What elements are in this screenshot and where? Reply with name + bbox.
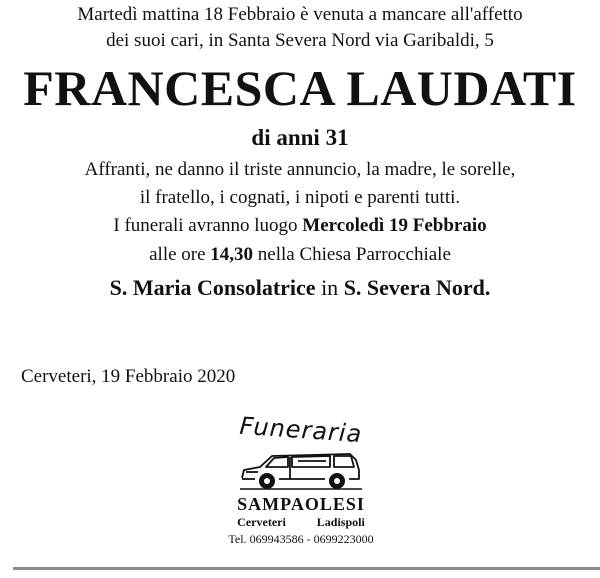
time-prefix: alle ore (149, 244, 206, 265)
church-place: S. Severa Nord. (343, 275, 491, 300)
body-line-2: il fratello, i cognati, i nipoti e parenti tutti. (139, 187, 461, 208)
hearse-car-icon (238, 446, 364, 492)
intro-line-2: dei suoi cari, in Santa Severa Nord via Garibaldi, 5 (106, 30, 494, 51)
church-name: S. Maria Consolatrice (109, 275, 316, 300)
funeral-time: 14,30 (210, 244, 254, 265)
intro-line-1: Martedì mattina 18 Febbraio è venuta a mancare all'affetto (77, 4, 523, 25)
logo-phone: Tel. 069943586 - 0699223000 (228, 532, 374, 546)
funeral-line (0, 214, 600, 238)
church-line (0, 274, 600, 302)
body-line-1: Affranti, ne danno il triste annuncio, la madre, le sorelle, (84, 159, 516, 180)
logo-company-name: SAMPAOLESI (237, 494, 365, 514)
logo-towns: Cerveteri Ladispoli (237, 515, 365, 529)
deceased-age: di anni 31 (251, 125, 349, 150)
place-date: Cerveteri, 19 Febbraio 2020 (21, 366, 236, 387)
funeral-day: Mercoledì 19 Febbraio (302, 215, 487, 236)
bottom-divider (13, 567, 600, 570)
deceased-name: FRANCESCA LAUDATI (23, 60, 577, 116)
funeral-home-logo (206, 406, 396, 556)
logo-script-text: Funeraria (238, 411, 364, 449)
time-suffix: nella Chiesa Parrocchiale (257, 244, 451, 265)
church-in: in (321, 275, 339, 300)
time-line (0, 243, 600, 267)
funeral-text: I funerali avranno luogo (113, 215, 298, 236)
